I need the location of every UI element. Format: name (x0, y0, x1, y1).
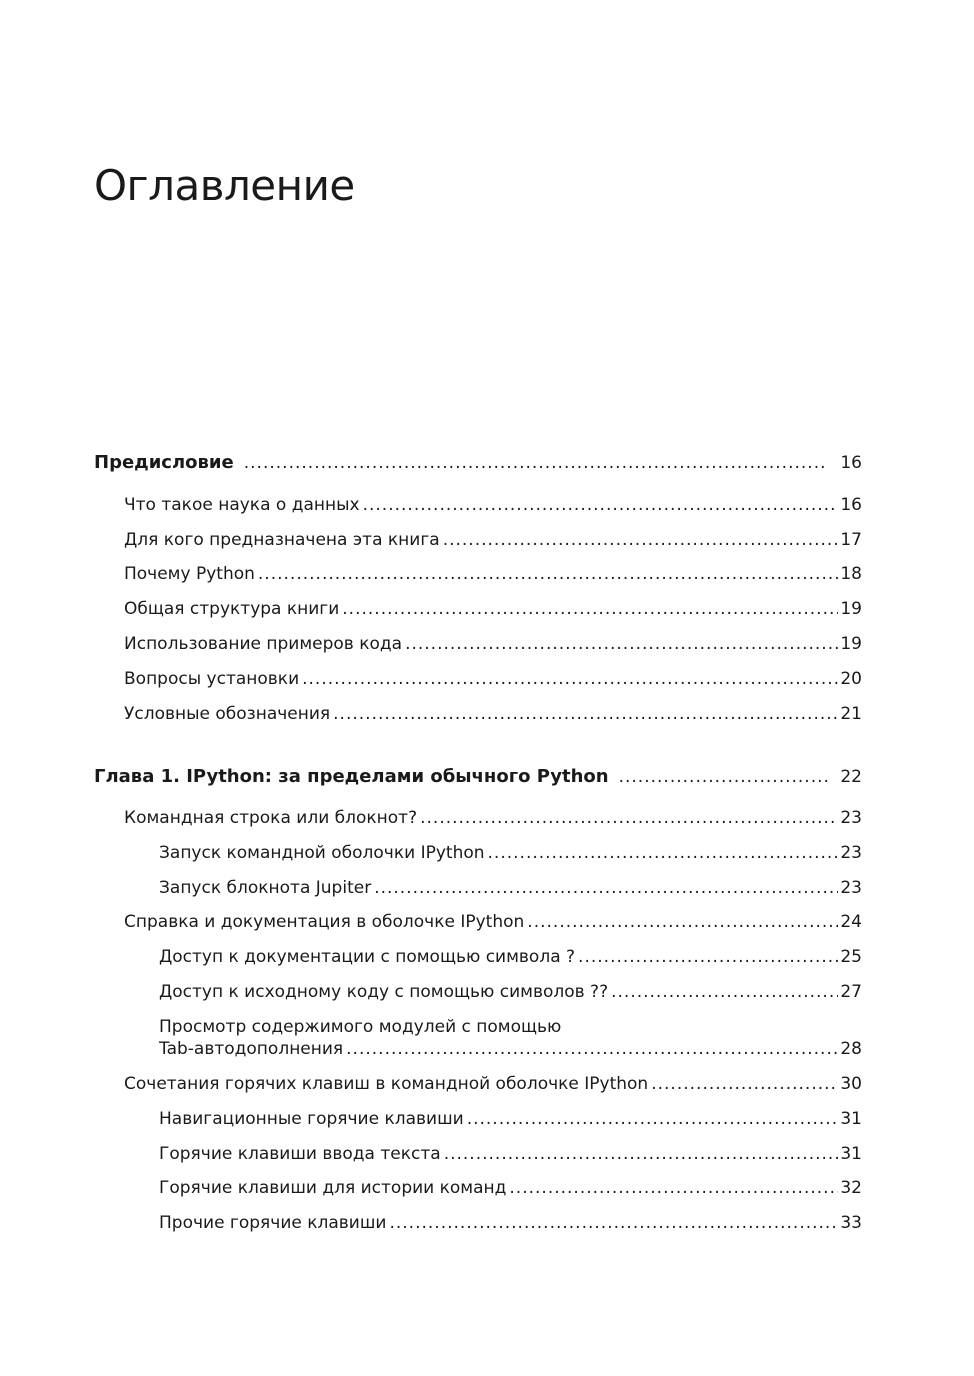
toc-leader-dots (611, 981, 838, 1003)
toc-entry-title: Горячие клавиши для истории команд (159, 1178, 507, 1198)
toc-entry-title: Сочетания горячих клавиш в командной оболочке IPython (124, 1074, 649, 1094)
toc-leader-dots (443, 529, 839, 551)
toc-entry-title: Почему Python (124, 564, 255, 584)
toc-page-number: 24 (840, 912, 862, 932)
toc-entry[interactable] (159, 1177, 862, 1199)
toc-leader-dots (578, 946, 838, 968)
toc-entry[interactable] (124, 563, 862, 585)
toc-page-number: 20 (840, 669, 862, 689)
toc-entry-preface[interactable] (94, 452, 862, 474)
toc-entry[interactable] (124, 633, 862, 655)
toc-entry[interactable] (124, 529, 862, 551)
toc-leader-dots (302, 668, 838, 690)
toc-page-number: 21 (840, 704, 862, 724)
toc-leader-dots (444, 1143, 839, 1165)
toc-leader-dots (333, 703, 838, 725)
toc-entry-title: Общая структура книги (124, 599, 340, 619)
toc-entry-chapter-1[interactable] (94, 766, 862, 788)
toc-entry-title: Глава 1. IPython: за пределами обычного Python (94, 766, 609, 787)
toc-entry-title: Запуск командной оболочки IPython (159, 843, 485, 863)
toc-leader-dots (346, 1038, 838, 1060)
toc-entry-title-continued: Tab-автодополнения (159, 1039, 344, 1059)
toc-entry-continuation (159, 1038, 862, 1060)
toc-entry[interactable] (159, 1108, 862, 1130)
toc-entry[interactable] (124, 807, 862, 829)
toc-page-number: 31 (840, 1109, 862, 1129)
toc-entry[interactable] (124, 668, 862, 690)
toc-leader-dots (363, 494, 839, 516)
toc-page-number: 32 (840, 1178, 862, 1198)
toc-leader-dots (374, 877, 838, 899)
toc-entry-title: Использование примеров кода (124, 634, 403, 654)
toc-page-number: 30 (840, 1074, 862, 1094)
toc-page-number: 23 (840, 878, 862, 898)
toc-entry[interactable] (159, 1016, 862, 1060)
toc-leader-dots (509, 1177, 838, 1199)
toc-entry-title: Просмотр содержимого модулей с помощью (159, 1017, 562, 1037)
toc-page-number: 18 (840, 564, 862, 584)
toc-leader-dots (619, 766, 829, 788)
toc-page-number: 25 (840, 947, 862, 967)
toc-leader-dots (467, 1108, 839, 1130)
toc-entry-title: Прочие горячие клавиши (159, 1213, 387, 1233)
toc-entry[interactable] (159, 1143, 862, 1165)
toc-page-number: 19 (840, 634, 862, 654)
toc-leader-dots (258, 563, 838, 585)
toc-entry-title: Командная строка или блокнот? (124, 808, 418, 828)
toc-entry-title: Горячие клавиши ввода текста (159, 1144, 441, 1164)
toc-entry[interactable] (159, 877, 862, 899)
toc-entry[interactable] (159, 842, 862, 864)
toc-page-number: 27 (840, 982, 862, 1002)
toc-entry-title: Условные обозначения (124, 704, 331, 724)
toc-entry-title: Справка и документация в оболочке IPython (124, 912, 525, 932)
toc-page-number: 33 (840, 1213, 862, 1233)
toc-entry-title: Предисловие (94, 452, 234, 473)
toc-leader-dots (651, 1073, 838, 1095)
toc-page-number: 31 (840, 1144, 862, 1164)
toc-entry[interactable] (124, 598, 862, 620)
toc-entry[interactable] (159, 1212, 862, 1234)
toc-page-number: 17 (840, 530, 862, 550)
toc-leader-dots (405, 633, 838, 655)
toc-leader-dots (488, 842, 839, 864)
toc-page-number: 16 (840, 495, 862, 515)
toc-entry-title: Запуск блокнота Jupiter (159, 878, 372, 898)
toc-entry[interactable] (124, 494, 862, 516)
toc-page-number: 16 (840, 453, 862, 473)
toc-page-number: 23 (840, 843, 862, 863)
toc-leader-dots (389, 1212, 838, 1234)
page-title: Оглавление (94, 161, 355, 210)
toc-entry-title: Вопросы установки (124, 669, 300, 689)
toc-entry-title: Что такое наука о данных (124, 495, 360, 515)
toc-page-number: 22 (840, 767, 862, 787)
toc-leader-dots (244, 452, 829, 474)
toc-leader-dots (527, 911, 838, 933)
toc-entry[interactable] (124, 911, 862, 933)
toc-entry[interactable] (124, 1073, 862, 1095)
toc-entry-title: Для кого предназначена эта книга (124, 530, 440, 550)
toc-page-number: 28 (840, 1039, 862, 1059)
toc-entry[interactable] (159, 946, 862, 968)
toc-entry-title: Навигационные горячие клавиши (159, 1109, 464, 1129)
toc-entry-title: Доступ к документации с помощью символа ? (159, 947, 576, 967)
toc-page-number: 19 (840, 599, 862, 619)
toc-page-number: 23 (840, 808, 862, 828)
toc-entry-title: Доступ к исходному коду с помощью символов ?? (159, 982, 609, 1002)
toc-entry[interactable] (159, 981, 862, 1003)
toc-leader-dots (342, 598, 838, 620)
toc-entry[interactable] (124, 703, 862, 725)
toc-leader-dots (420, 807, 838, 829)
